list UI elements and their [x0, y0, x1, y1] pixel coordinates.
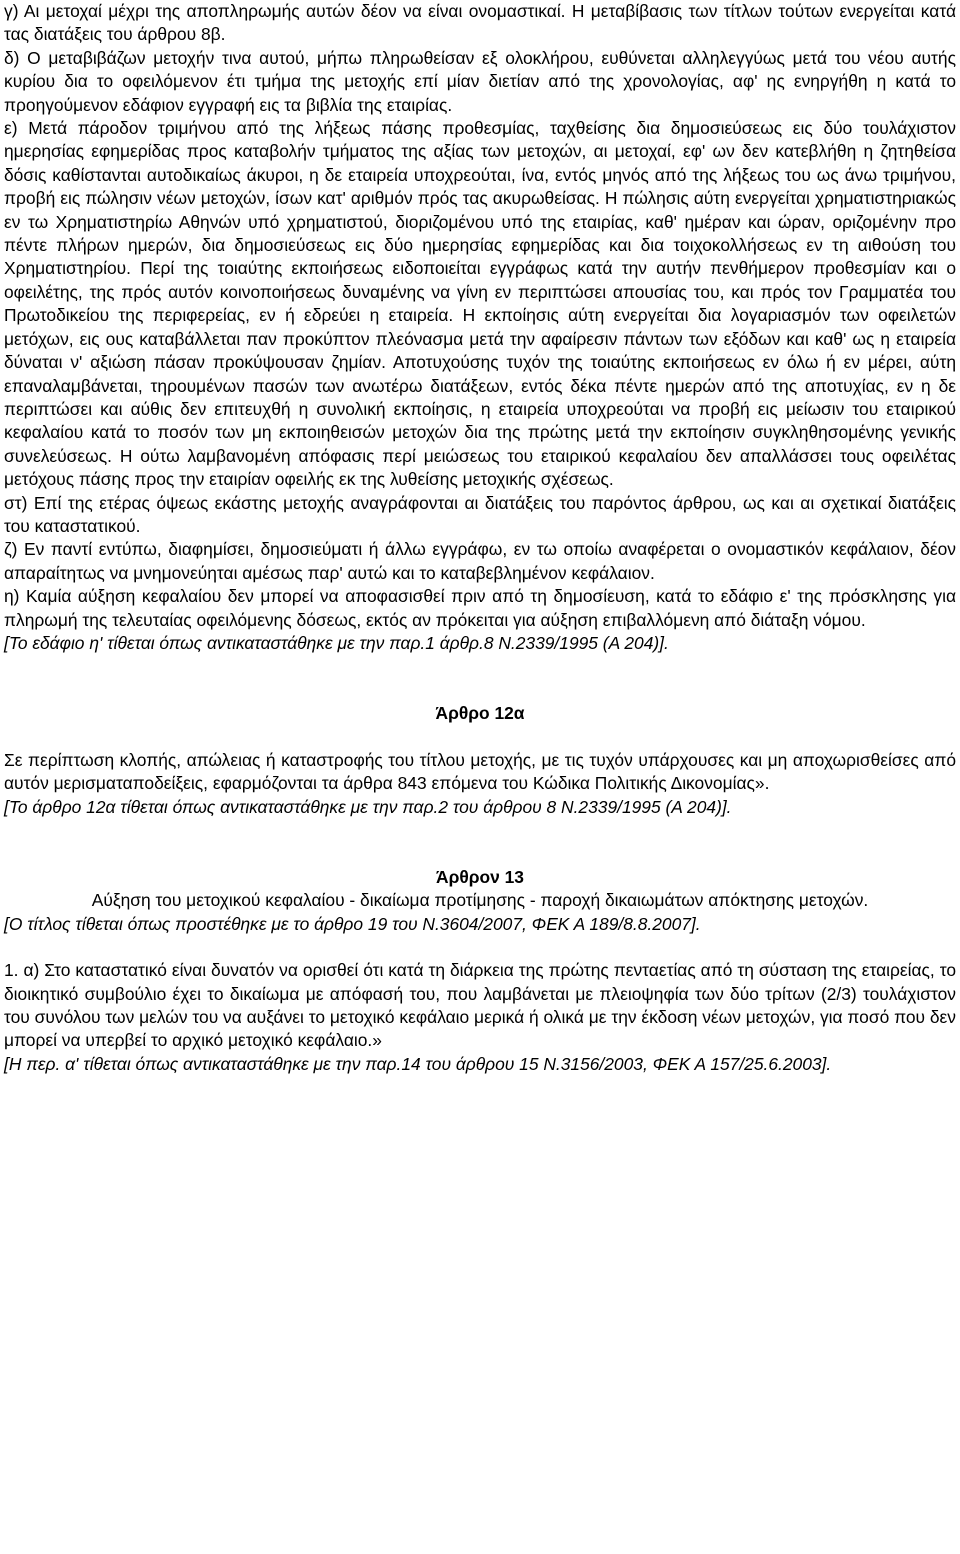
- paragraph-e: ε) Μετά πάροδον τριμήνου από της λήξεως πάσης προθεσμίας, ταχθείσης δια δημοσιεύσεως εις δύο τουλάχιστον ημερησίας εφημερίδας προς καταβολήν τμήματος της αξίας των μετοχών, αι μετοχαί, εφ' ων δεν κατεβλήθη η ζητηθείσα δόσις καθίστανται αυτοδικαίως άκυροι, η δε εταιρεία υποχρεούται, ίνα, εντός μηνός από της λήξεως του ως άνω τριμήνου, προβή εις πώλησιν νέων μετοχών, ίσων κατ' αριθμόν πρός τας ακυρωθείσας. Η πώλησις αύτη ενεργείται χρηματιστηριακώς εν τω Χρηματιστηρίω Αθηνών υπό χρηματιστού, διοριζομένου υπό της εταιρίας, καθ' ημέραν και ώραν, οριζομένην προ πέντε πλήρων ημερών, δια δημοσιεύσεως εις δύο ημερησίας εφημερίδας και δια τοιχοκολλήσεως εν τη αιθούση του Χρηματιστηρίου. Περί της τοιαύτης εκποιήσεως ειδοποιείται εγγράφως κατά την αυτήν πενθήμερον προθεσμίαν και ο οφειλέτης, της πρός αυτόν κοινοποιήσεως δυναμένης να γίνη εν περιπτώσει απουσίας του, και πρός τον Γραμματέα του Πρωτοδικείου της περιφερείας, εν ή εδρεύει η εταιρεία. Η εκποίησις αύτη ενεργείται δια λογαριασμόν των οφειλετών μετόχων, εις ους καταβάλλεται παν προκύπτον πλεόνασμα μετά την αφαίρεσιν πάντων των εξόδων και καθ' ως η εταιρεία δύναται ν' αξιώση πάσαν προκύψουσαν ζημίαν. Αποτυχούσης τυχόν της τοιαύτης εκποιήσεως εν όλω ή εν μέρει, αύτη επαναλαμβάνεται, τηρουμένων πασών των ανωτέρω διατάξεων, εντός δέκα πέντε ημερών από της αποτυχίας, εν η δε περιπτώσει και αύθις δεν επιτευχθή η συνολική εκποίησις, η εταιρεία υποχρεούται να προβή εις μείωσιν του εταιρικού κεφαλαίου κατά το ποσόν των μη εκποιηθεισών μετοχών δια της πρώτης μετά την εκποίησιν συγκληθησομένης γενικής συνελεύσεως. Η ούτω λαμβανομένη απόφασις περί μειώσεως του εταιρικού κεφαλαίου δεν απαλλάσσει τους οφειλέτας μετόχους πάσης προς την εταιρίαν οφειλής εκ της λυθείσης μετοχικής σχέσεως.: [4, 118, 956, 490]
- article-12a-title: Άρθρο 12α: [435, 703, 525, 724]
- document-page: [4, 0, 956, 1076]
- paragraph-d: δ) Ο μεταβιβάζων μετοχήν τινα αυτού, μήπω πληρωθείσαν εξ ολοκλήρου, ευθύνεται αλληλεγγύως μετά του νέου αυτής κυρίου δια το οφειλόμενον έτι τμήμα της μετοχής επί μίαν διετίαν από της χρονολογίας, αφ' ης ενηργήθη η κατά το προηγούμενον εδάφιον εγγραφή εις τα βιβλία της εταιρίας.: [4, 47, 956, 115]
- article-13-title: Άρθρον 13: [436, 867, 524, 887]
- paragraph-h-amendment-note: [Το εδάφιο η' τίθεται όπως αντικαταστάθηκε με την παρ.1 άρθρ.8 Ν.2339/1995 (Α 204)].: [4, 632, 669, 653]
- spacer: [4, 936, 956, 959]
- spacer: [4, 726, 956, 749]
- article-13-title-note: [Ο τίτλος τίθεται όπως προστέθηκε με το άρθρο 19 του Ν.3604/2007, ΦΕΚ Α 189/8.8.2007].: [4, 913, 701, 934]
- article-13-subtitle: Αύξηση του μετοχικού κεφαλαίου - δικαίωμα προτίμησης - παροχή δικαιωμάτων απόκτησης μετοχών.: [91, 890, 869, 911]
- spacer: [4, 819, 956, 866]
- paragraph-st: στ) Επί της ετέρας όψεως εκάστης μετοχής αναγράφονται αι διατάξεις του παρόντος άρθρου, ως και αι σχετικαί διατάξεις του καταστατικού.: [4, 492, 956, 536]
- spacer: [4, 655, 956, 702]
- article-12a-amendment-note: [Το άρθρο 12α τίθεται όπως αντικαταστάθηκε με την παρ.2 του άρθρου 8 Ν.2339/1995 (Α 204)].: [4, 796, 732, 817]
- article-12a-text: Σε περίπτωση κλοπής, απώλειας ή καταστροφής του τίτλου μετοχής, με τις τυχόν υπάρχουσες και μη αποχωρισθείσες από αυτόν μερισματαποδείξεις, εφαρμόζονται τα άρθρα 843 επόμενα του Κώδικα Πολιτικής Δικονομίας».: [4, 749, 956, 794]
- article-13-paragraph-1-note: [Η περ. α' τίθεται όπως αντικαταστάθηκε με την παρ.14 του άρθρου 15 Ν.3156/2003, ΦΕΚ Α 157/25.6.2003].: [4, 1053, 832, 1074]
- paragraph-g: γ) Αι μετοχαί μέχρι της αποπληρωμής αυτών δέον να είναι ονομαστικαί. Η μεταβίβασις των τίτλων τούτων ενεργείται κατά τας διατάξεις του άρθρου 8β.: [4, 1, 956, 45]
- paragraph-h: η) Καμία αύξηση κεφαλαίου δεν μπορεί να αποφασισθεί πριν από τη δημοσίευση, κατά το εδάφιο ε' της πρόσκλησης για πληρωμή της τελευταίας οφειλόμενης δόσεως, εκτός αν πρόκειται για αύξηση επιβαλλόμενη από διάταξη νόμου.: [4, 586, 956, 630]
- article-13-paragraph-1: 1. α) Στο καταστατικό είναι δυνατόν να ορισθεί ότι κατά τη διάρκεια της πρώτης πενταετίας από τη σύσταση της εταιρείας, το διοικητικό συμβούλιο έχει το δικαίωμα με απόφασή του, που λαμβάνεται με πλειοψηφία των δύο τρίτων (2/3) τουλάχιστον του συνόλου των μελών του να αυξάνει το μετοχικό κεφάλαιο μερικά ή ολικά με την έκδοση νέων μετοχών, για ποσό που δεν μπορεί να υπερβεί το αρχικό μετοχικό κεφάλαιο.»: [4, 960, 956, 1051]
- paragraph-z: ζ) Εν παντί εντύπω, διαφημίσει, δημοσιεύματι ή άλλω εγγράφω, εν τω οποίω αναφέρεται ο ονομαστικόν κεφάλαιον, δέον απαραίτητως να μνημονεύηται αμέσως παρ' αυτώ και το καταβεβλημένον κεφάλαιον.: [4, 539, 956, 583]
